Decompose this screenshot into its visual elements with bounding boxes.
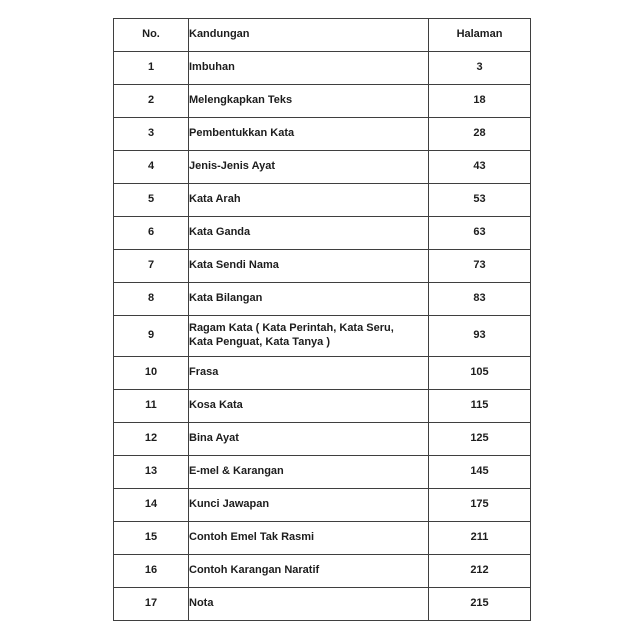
table-body <box>114 52 531 621</box>
table-row <box>114 456 531 489</box>
table-row <box>114 390 531 423</box>
table-row <box>114 555 531 588</box>
row-topic: Kunci Jawapan <box>189 489 429 522</box>
row-number: 15 <box>114 522 189 555</box>
row-page-number: 43 <box>429 151 531 184</box>
table-row <box>114 588 531 621</box>
row-topic: Kata Bilangan <box>189 283 429 316</box>
row-page-number: 18 <box>429 85 531 118</box>
row-page-number: 93 <box>429 316 531 357</box>
row-page-number: 105 <box>429 357 531 390</box>
row-page-number: 83 <box>429 283 531 316</box>
row-topic: Kata Arah <box>189 184 429 217</box>
row-number: 6 <box>114 217 189 250</box>
row-number: 4 <box>114 151 189 184</box>
row-page-number: 175 <box>429 489 531 522</box>
row-page-number: 28 <box>429 118 531 151</box>
row-number: 11 <box>114 390 189 423</box>
table-row <box>114 522 531 555</box>
row-number: 14 <box>114 489 189 522</box>
table-row <box>114 489 531 522</box>
row-topic: Bina Ayat <box>189 423 429 456</box>
table-row <box>114 184 531 217</box>
row-topic: Kata Sendi Nama <box>189 250 429 283</box>
row-number: 3 <box>114 118 189 151</box>
table-row <box>114 357 531 390</box>
row-page-number: 145 <box>429 456 531 489</box>
table-row <box>114 151 531 184</box>
row-topic: Frasa <box>189 357 429 390</box>
row-page-number: 3 <box>429 52 531 85</box>
row-page-number: 125 <box>429 423 531 456</box>
row-page-number: 211 <box>429 522 531 555</box>
row-number: 5 <box>114 184 189 217</box>
table-row <box>114 250 531 283</box>
row-topic: Contoh Karangan Naratif <box>189 555 429 588</box>
row-topic: Pembentukkan Kata <box>189 118 429 151</box>
row-number: 12 <box>114 423 189 456</box>
table-row <box>114 283 531 316</box>
table-of-contents <box>113 18 531 621</box>
table-row <box>114 52 531 85</box>
header-row <box>114 19 531 52</box>
row-number: 10 <box>114 357 189 390</box>
row-topic: E-mel & Karangan <box>189 456 429 489</box>
row-topic: Imbuhan <box>189 52 429 85</box>
table-row <box>114 118 531 151</box>
row-number: 7 <box>114 250 189 283</box>
row-number: 2 <box>114 85 189 118</box>
row-topic: Nota <box>189 588 429 621</box>
table-row <box>114 316 531 357</box>
row-page-number: 215 <box>429 588 531 621</box>
row-topic: Kosa Kata <box>189 390 429 423</box>
header-halaman: Halaman <box>429 19 531 52</box>
row-number: 16 <box>114 555 189 588</box>
table-row <box>114 217 531 250</box>
table-row <box>114 423 531 456</box>
row-topic: Ragam Kata ( Kata Perintah, Kata Seru, Kata Penguat, Kata Tanya ) <box>189 316 429 357</box>
header-kandungan: Kandungan <box>189 19 429 52</box>
row-topic: Kata Ganda <box>189 217 429 250</box>
row-page-number: 73 <box>429 250 531 283</box>
table-row <box>114 85 531 118</box>
row-number: 13 <box>114 456 189 489</box>
row-topic: Contoh Emel Tak Rasmi <box>189 522 429 555</box>
row-page-number: 53 <box>429 184 531 217</box>
row-number: 8 <box>114 283 189 316</box>
row-topic: Jenis-Jenis Ayat <box>189 151 429 184</box>
row-page-number: 115 <box>429 390 531 423</box>
row-number: 1 <box>114 52 189 85</box>
row-number: 9 <box>114 316 189 357</box>
row-number: 17 <box>114 588 189 621</box>
row-topic: Melengkapkan Teks <box>189 85 429 118</box>
row-page-number: 212 <box>429 555 531 588</box>
row-page-number: 63 <box>429 217 531 250</box>
header-no: No. <box>114 19 189 52</box>
